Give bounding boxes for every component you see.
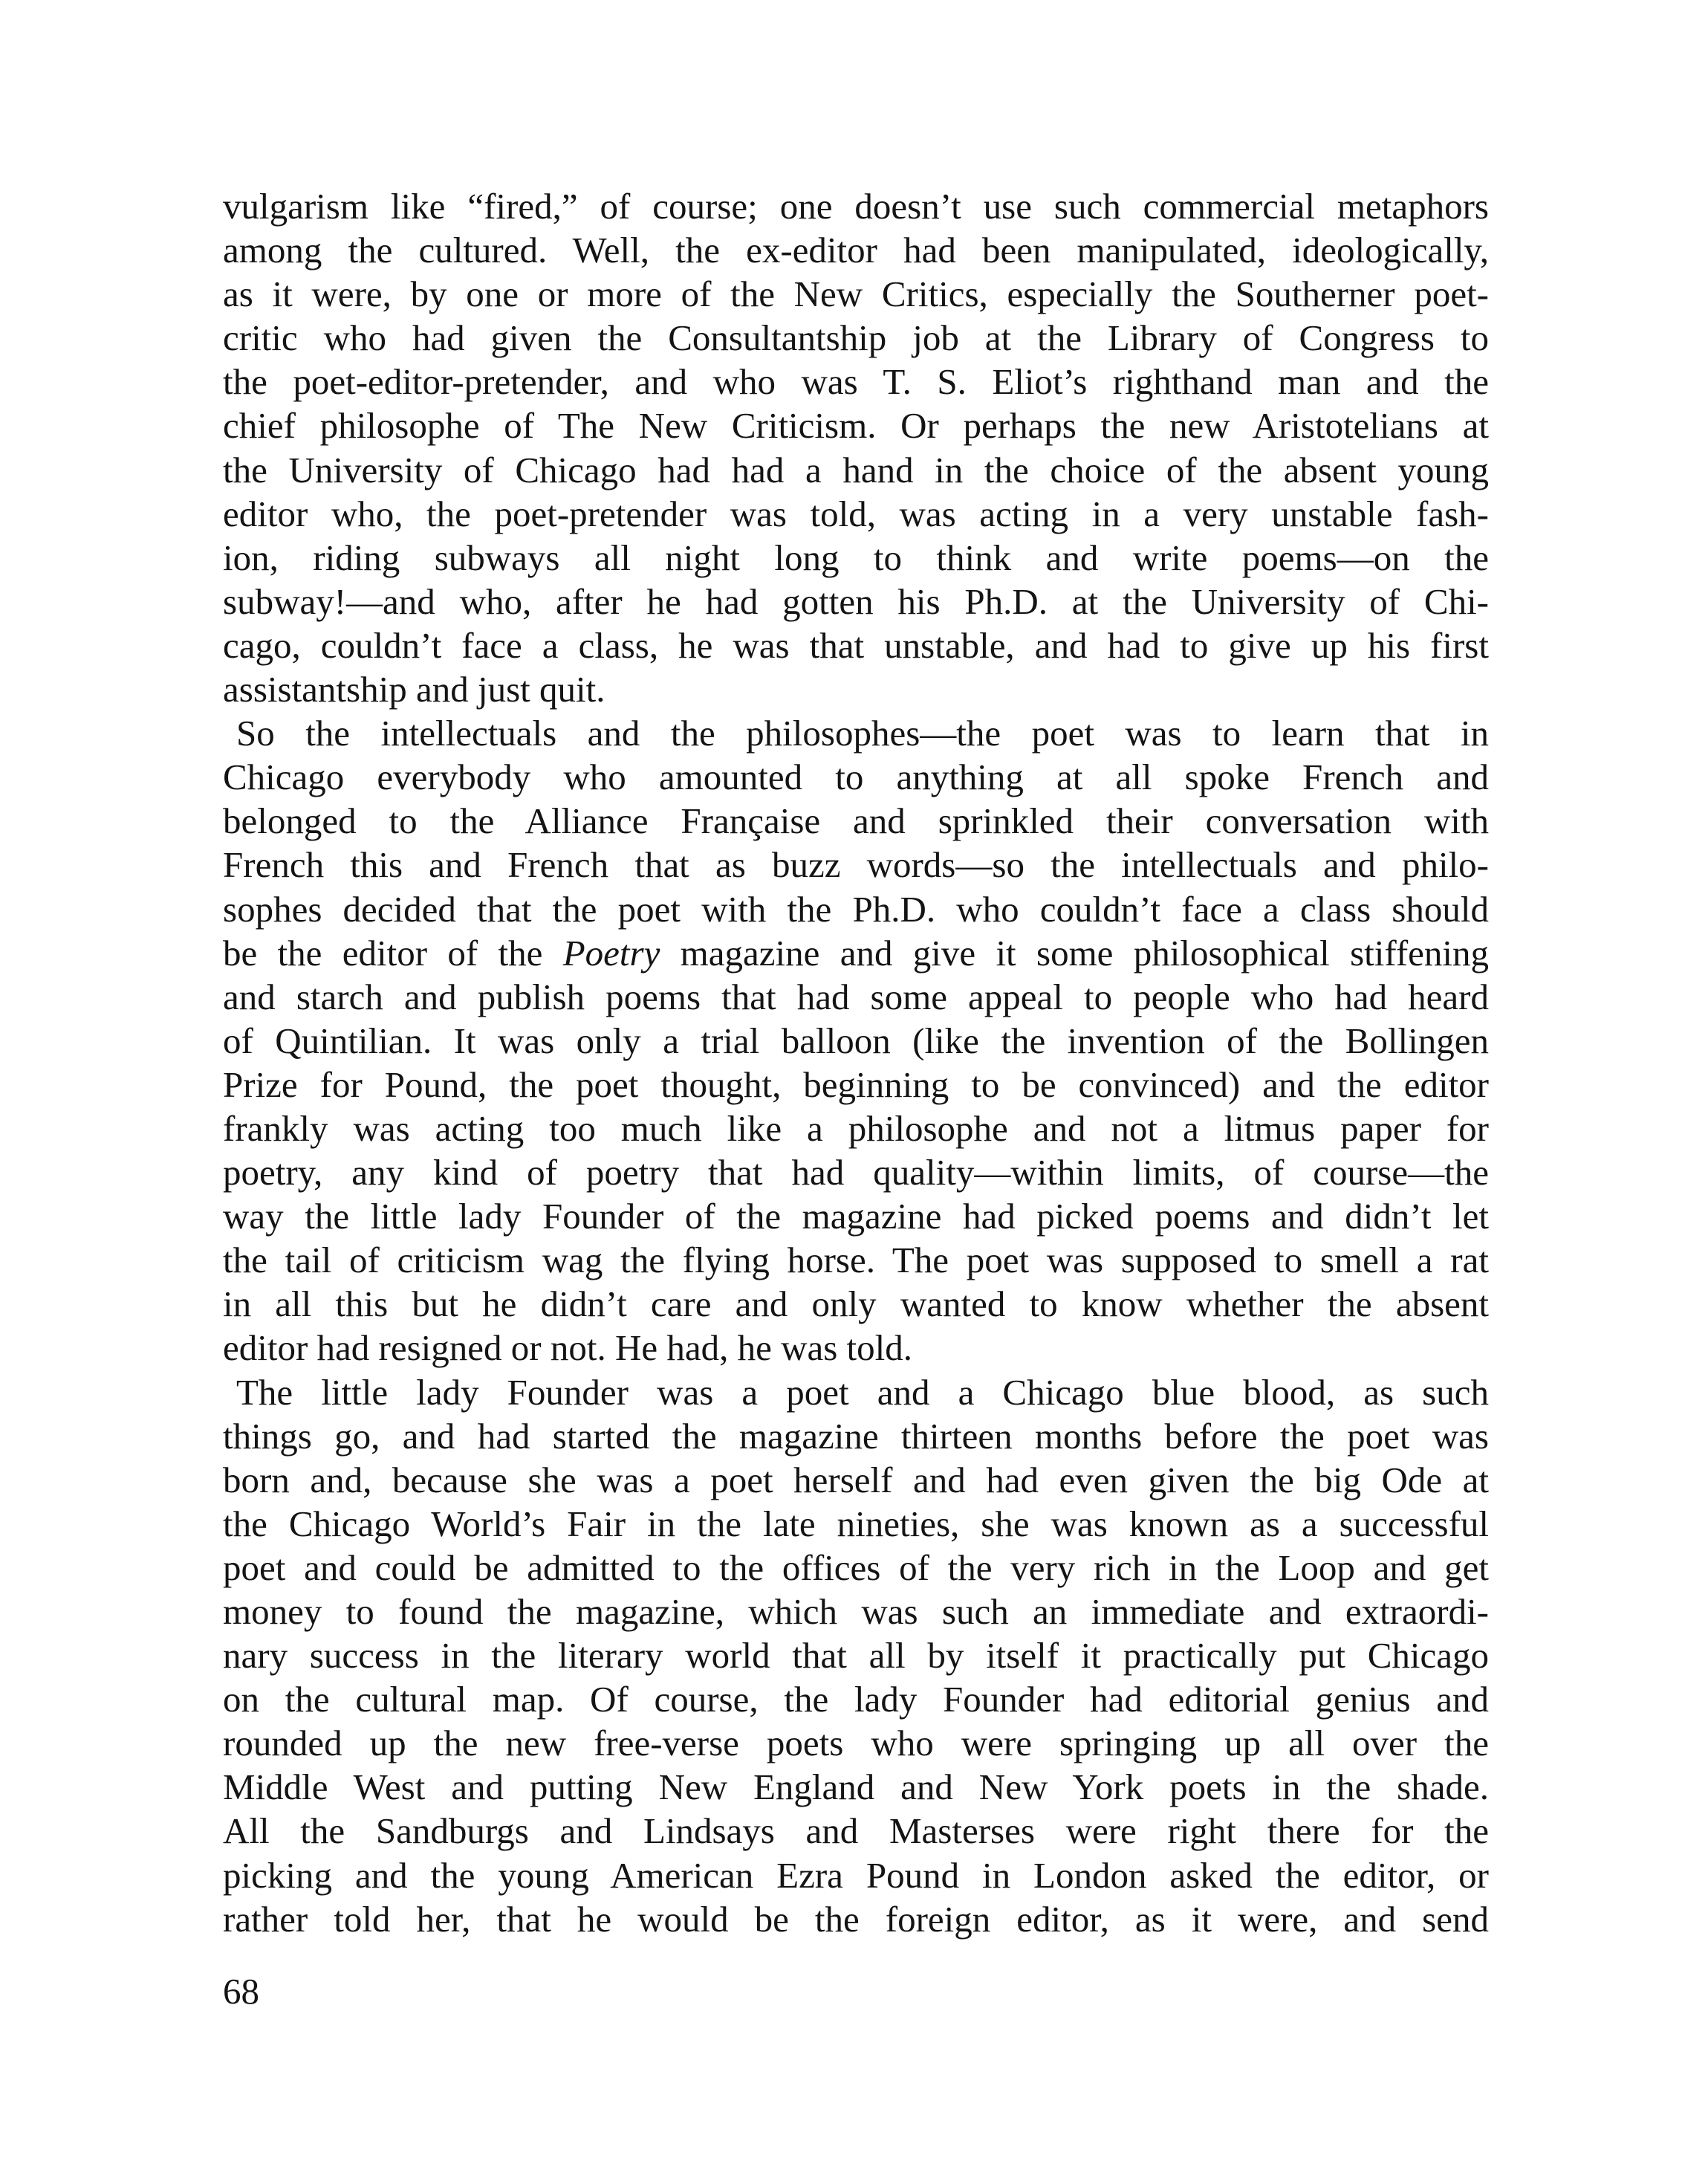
- text-line: critic who had given the Consultantship job at the Library of Congress to: [223, 317, 1489, 359]
- text-line: born and, because she was a poet herself and had even given the big Ode at: [223, 1459, 1489, 1500]
- paragraph: [223, 711, 1489, 1370]
- text-line: belonged to the Alliance Française and sprinkled their conversation with: [223, 800, 1489, 842]
- text-line: editor who, the poet-pretender was told, was acting in a very unstable fash-: [223, 493, 1489, 534]
- body-text: [223, 184, 1489, 1941]
- text-line: sophes decided that the poet with the Ph.D. who couldn’t face a class should: [223, 888, 1489, 930]
- text-line: money to found the magazine, which was such an immediate and extraordi-: [223, 1591, 1489, 1632]
- text-line: nary success in the literary world that all by itself it practically put Chicago: [223, 1635, 1489, 1677]
- text-line: ion, riding subways all night long to think and write poems—on the: [223, 537, 1489, 578]
- text-line: poetry, any kind of poetry that had quality—within limits, of course—the: [223, 1152, 1489, 1193]
- text-line: the tail of criticism wag the flying horse. The poet was supposed to smell a rat: [223, 1240, 1489, 1281]
- text-line: rounded up the new free-verse poets who were springing up all over the: [223, 1723, 1489, 1764]
- text-line: on the cultural map. Of course, the lady Founder had editorial genius and: [223, 1679, 1489, 1720]
- text-line: assistantship and just quit.: [223, 669, 605, 710]
- text-line: cago, couldn’t face a class, he was that unstable, and had to give up his first: [223, 624, 1489, 666]
- text-line: vulgarism like “fired,” of course; one doesn’t use such commercial metaphors: [223, 186, 1489, 227]
- text-line: The little lady Founder was a poet and a Chicago blue blood, as such: [236, 1371, 1489, 1413]
- text-line: the Chicago World’s Fair in the late nineties, she was known as a successful: [223, 1503, 1489, 1544]
- text-line: as it were, by one or more of the New Critics, especially the Southerner poet-: [223, 273, 1489, 315]
- text-line: rather told her, that he would be the foreign editor, as it were, and send: [223, 1898, 1489, 1940]
- text-line: So the intellectuals and the philosophes—the poet was to learn that in: [236, 713, 1489, 754]
- text-line: the poet-editor-pretender, and who was T. S. Eliot’s righthand man and the: [223, 361, 1489, 403]
- text-line: Prize for Pound, the poet thought, beginning to be convinced) and the editor: [223, 1063, 1489, 1105]
- text-line: French this and French that as buzz words—so the intellectuals and philo-: [223, 844, 1489, 886]
- text-line: things go, and had started the magazine thirteen months before the poet was: [223, 1415, 1489, 1457]
- text-line: picking and the young American Ezra Pound in London asked the editor, or: [223, 1854, 1489, 1896]
- text-line: way the little lady Founder of the magazine had picked poems and didn’t let: [223, 1196, 1489, 1237]
- text-line: Middle West and putting New England and New York poets in the shade.: [223, 1766, 1489, 1808]
- text-line: the University of Chicago had had a hand in the choice of the absent young: [223, 449, 1489, 490]
- text-line: subway!—and who, after he had gotten his Ph.D. at the University of Chi-: [223, 580, 1489, 622]
- paragraph: [223, 184, 1489, 711]
- text-line: in all this but he didn’t care and only wanted to know whether the absent: [223, 1283, 1489, 1325]
- text-line: editor had resigned or not. He had, he was told.: [223, 1327, 913, 1369]
- paragraph: [223, 1370, 1489, 1941]
- text-line: Chicago everybody who amounted to anything at all spoke French and: [223, 757, 1489, 798]
- text-line: All the Sandburgs and Lindsays and Masterses were right there for the: [223, 1810, 1489, 1852]
- page-number: 68: [223, 1971, 259, 2012]
- magazine-title: Poetry: [562, 932, 660, 974]
- text-line: among the cultured. Well, the ex-editor had been manipulated, ideologically,: [223, 230, 1489, 271]
- text-line: chief philosophe of The New Criticism. Or perhaps the new Aristotelians at: [223, 405, 1489, 447]
- text-line: be the editor of the Poetry magazine and give it some philosophical stiffening: [223, 932, 1489, 974]
- text-line: frankly was acting too much like a philosophe and not a litmus paper for: [223, 1107, 1489, 1149]
- text-line: and starch and publish poems that had some appeal to people who had heard: [223, 976, 1489, 1017]
- text-line: of Quintilian. It was only a trial balloon (like the invention of the Bollingen: [223, 1020, 1489, 1061]
- text-line: poet and could be admitted to the offices of the very rich in the Loop and get: [223, 1546, 1489, 1588]
